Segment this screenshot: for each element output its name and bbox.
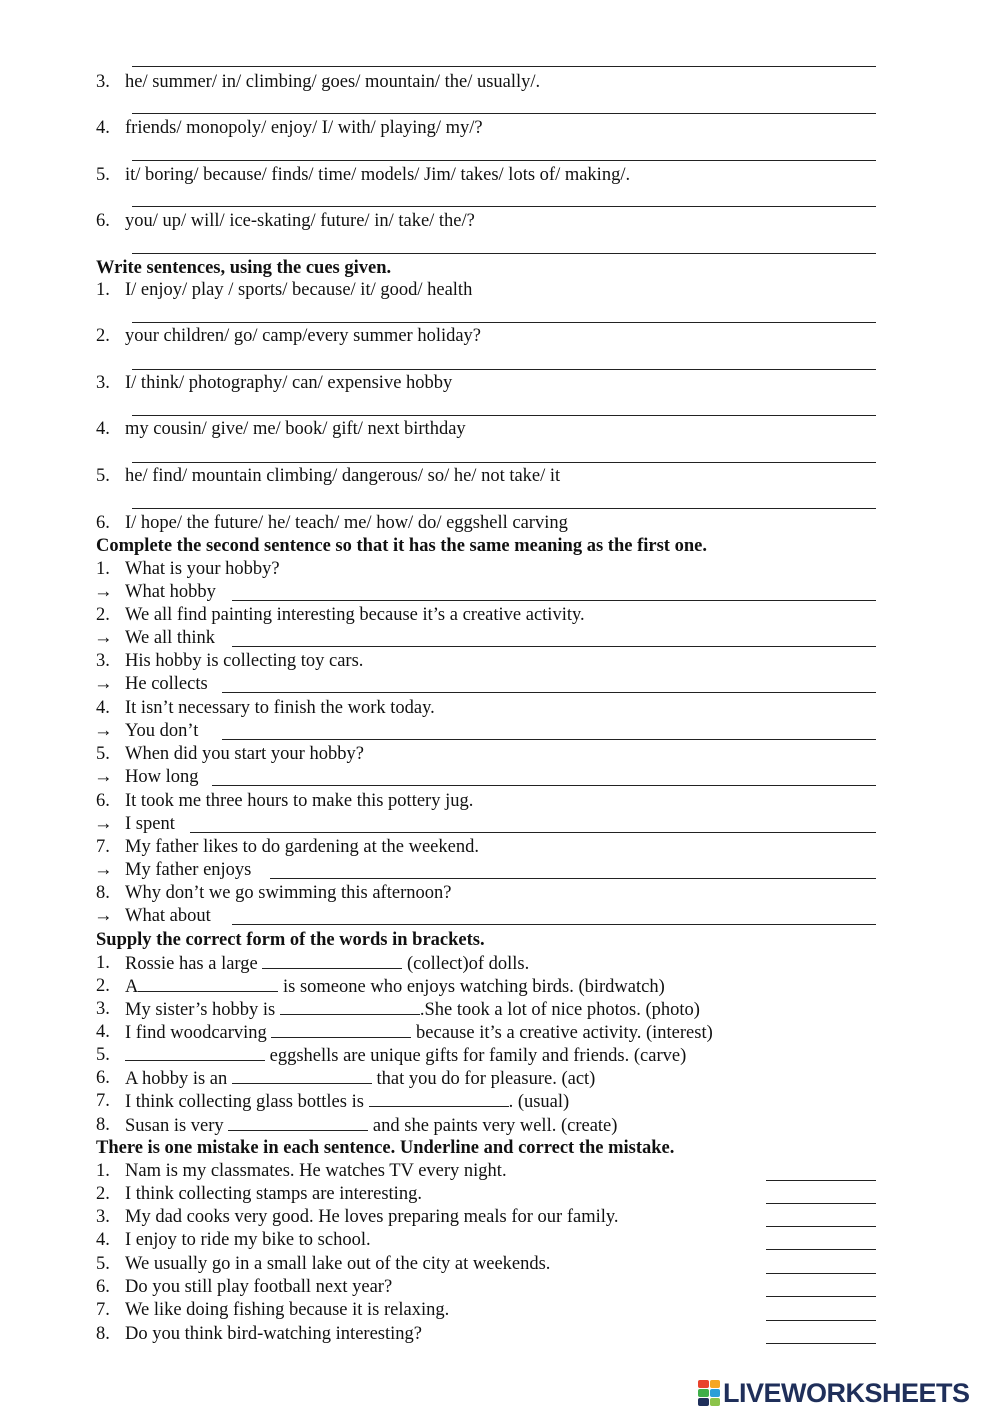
item-number: 3. (96, 373, 110, 393)
answer-line[interactable] (132, 369, 876, 370)
liveworksheets-logo-icon (698, 1380, 720, 1406)
answer-blank[interactable] (232, 1067, 372, 1084)
item-number: 2. (96, 605, 110, 625)
arrow-icon: → (94, 674, 113, 694)
item-text: His hobby is collecting toy cars. (125, 651, 364, 671)
item-sentence: A hobby is an that you do for pleasure. (act) (125, 1069, 596, 1089)
answer-line[interactable] (132, 322, 876, 323)
logo-square (710, 1389, 721, 1397)
logo-square (698, 1398, 709, 1406)
item-sentence: Susan is very and she paints very well. (create) (125, 1116, 618, 1136)
item-number: 3. (96, 72, 110, 92)
arrow-icon: → (94, 814, 113, 834)
item-text: We usually go in a small lake out of the city at weekends. (125, 1254, 551, 1274)
item-text: he/ summer/ in/ climbing/ goes/ mountain/ the/ usually/. (125, 72, 541, 92)
item-number: 5. (96, 1254, 110, 1274)
answer-line[interactable] (132, 113, 876, 114)
rewrite-prompt: You don’t (125, 721, 199, 741)
arrow-icon: → (94, 721, 113, 741)
rewrite-prompt: What hobby (125, 582, 216, 602)
item-text: I/ hope/ the future/ he/ teach/ me/ how/ do/ eggshell carving (125, 513, 568, 533)
answer-line[interactable] (132, 508, 876, 509)
answer-blank[interactable] (280, 998, 420, 1015)
item-text: I/ think/ photography/ can/ expensive hobby (125, 373, 453, 393)
answer-line[interactable] (222, 739, 876, 740)
liveworksheets-logo[interactable] (698, 1378, 970, 1408)
correction-line[interactable] (766, 1296, 876, 1297)
item-text: We like doing fishing because it is relaxing. (125, 1300, 450, 1320)
rewrite-prompt: He collects (125, 674, 208, 694)
rewrite-prompt: How long (125, 767, 199, 787)
item-number: 8. (96, 1115, 110, 1135)
item-text: It took me three hours to make this pottery jug. (125, 791, 474, 811)
item-text: Do you still play football next year? (125, 1277, 393, 1297)
answer-line[interactable] (132, 160, 876, 161)
item-number: 6. (96, 513, 110, 533)
item-text: you/ up/ will/ ice-skating/ future/ in/ take/ the/? (125, 211, 475, 231)
item-text: My father likes to do gardening at the weekend. (125, 837, 479, 857)
item-number: 1. (96, 559, 110, 579)
item-text: We all find painting interesting because it’s a creative activity. (125, 605, 585, 625)
item-number: 5. (96, 466, 110, 486)
logo-square (710, 1380, 721, 1388)
answer-blank[interactable] (138, 975, 278, 992)
arrow-icon: → (94, 628, 113, 648)
item-number: 1. (96, 1161, 110, 1181)
item-text: Nam is my classmates. He watches TV every night. (125, 1161, 507, 1181)
answer-line[interactable] (132, 462, 876, 463)
answer-line[interactable] (232, 600, 876, 601)
correction-line[interactable] (766, 1343, 876, 1344)
item-text: your children/ go/ camp/every summer holiday? (125, 326, 482, 346)
item-text: It isn’t necessary to finish the work today. (125, 698, 435, 718)
section-heading-mistakes: There is one mistake in each sentence. Underline and correct the mistake. (96, 1138, 675, 1158)
answer-line[interactable] (232, 646, 876, 647)
item-number: 6. (96, 211, 110, 231)
rewrite-prompt: I spent (125, 814, 175, 834)
item-number: 3. (96, 1207, 110, 1227)
rewrite-prompt: What about (125, 906, 211, 926)
item-number: 5. (96, 1045, 110, 1065)
item-sentence: I think collecting glass bottles is . (usual) (125, 1092, 570, 1112)
section-heading-word-form: Supply the correct form of the words in brackets. (96, 930, 485, 950)
answer-line[interactable] (132, 66, 876, 67)
answer-line[interactable] (132, 415, 876, 416)
logo-text: LIVEWORKSHEETS (723, 1377, 970, 1408)
item-number: 2. (96, 1184, 110, 1204)
item-text: I/ enjoy/ play / sports/ because/ it/ good/ health (125, 280, 473, 300)
item-number: 6. (96, 1068, 110, 1088)
answer-line[interactable] (212, 785, 876, 786)
answer-line[interactable] (270, 878, 876, 879)
item-sentence: eggshells are unique gifts for family and friends. (carve) (125, 1044, 686, 1067)
item-number: 7. (96, 1300, 110, 1320)
answer-line[interactable] (190, 832, 876, 833)
item-number: 4. (96, 1230, 110, 1250)
answer-blank[interactable] (369, 1090, 509, 1107)
logo-square (698, 1389, 709, 1397)
item-number: 1. (96, 280, 110, 300)
logo-square (710, 1398, 721, 1406)
item-number: 3. (96, 999, 110, 1019)
item-text: My dad cooks very good. He loves preparing meals for our family. (125, 1207, 619, 1227)
correction-line[interactable] (766, 1203, 876, 1204)
item-sentence: Rossie has a large (collect)of dolls. (125, 954, 530, 974)
item-number: 2. (96, 326, 110, 346)
item-text: it/ boring/ because/ finds/ time/ models/ Jim/ takes/ lots of/ making/. (125, 165, 631, 185)
answer-line[interactable] (232, 924, 876, 925)
arrow-icon: → (94, 767, 113, 787)
item-number: 4. (96, 698, 110, 718)
item-number: 4. (96, 1022, 110, 1042)
item-number: 3. (96, 651, 110, 671)
item-text: he/ find/ mountain climbing/ dangerous/ so/ he/ not take/ it (125, 466, 561, 486)
item-number: 8. (96, 883, 110, 903)
rewrite-prompt: We all think (125, 628, 215, 648)
item-text: When did you start your hobby? (125, 744, 364, 764)
section-heading-rewrite: Complete the second sentence so that it has the same meaning as the first one. (96, 536, 707, 556)
item-number: 4. (96, 419, 110, 439)
section-heading-write-sentences: Write sentences, using the cues given. (96, 258, 392, 278)
item-text: I think collecting stamps are interesting. (125, 1184, 422, 1204)
logo-square (698, 1380, 709, 1388)
item-sentence: My sister’s hobby is .She took a lot of nice photos. (photo) (125, 1000, 700, 1020)
item-number: 8. (96, 1324, 110, 1344)
answer-blank[interactable] (262, 952, 402, 969)
item-number: 5. (96, 165, 110, 185)
item-text: I enjoy to ride my bike to school. (125, 1230, 371, 1250)
item-text: friends/ monopoly/ enjoy/ I/ with/ playing/ my/? (125, 118, 483, 138)
answer-blank[interactable] (228, 1114, 368, 1131)
item-sentence: I find woodcarving because it’s a creative activity. (interest) (125, 1023, 713, 1043)
answer-line[interactable] (222, 692, 876, 693)
arrow-icon: → (94, 906, 113, 926)
item-number: 6. (96, 791, 110, 811)
item-number: 2. (96, 976, 110, 996)
correction-line[interactable] (766, 1180, 876, 1181)
rewrite-prompt: My father enjoys (125, 860, 252, 880)
arrow-icon: → (94, 860, 113, 880)
answer-blank[interactable] (271, 1021, 411, 1038)
item-text: my cousin/ give/ me/ book/ gift/ next birthday (125, 419, 466, 439)
answer-blank[interactable] (125, 1044, 265, 1061)
answer-line[interactable] (132, 253, 876, 254)
correction-line[interactable] (766, 1273, 876, 1274)
item-number: 5. (96, 744, 110, 764)
correction-line[interactable] (766, 1320, 876, 1321)
item-number: 4. (96, 118, 110, 138)
correction-line[interactable] (766, 1226, 876, 1227)
arrow-icon: → (94, 582, 113, 602)
item-number: 7. (96, 837, 110, 857)
correction-line[interactable] (766, 1249, 876, 1250)
item-text: What is your hobby? (125, 559, 280, 579)
item-number: 1. (96, 953, 110, 973)
item-text: Do you think bird-watching interesting? (125, 1324, 422, 1344)
item-number: 7. (96, 1091, 110, 1111)
item-sentence: A is someone who enjoys watching birds. (birdwatch) (125, 977, 665, 997)
item-number: 6. (96, 1277, 110, 1297)
answer-line[interactable] (132, 206, 876, 207)
item-text: Why don’t we go swimming this afternoon? (125, 883, 452, 903)
